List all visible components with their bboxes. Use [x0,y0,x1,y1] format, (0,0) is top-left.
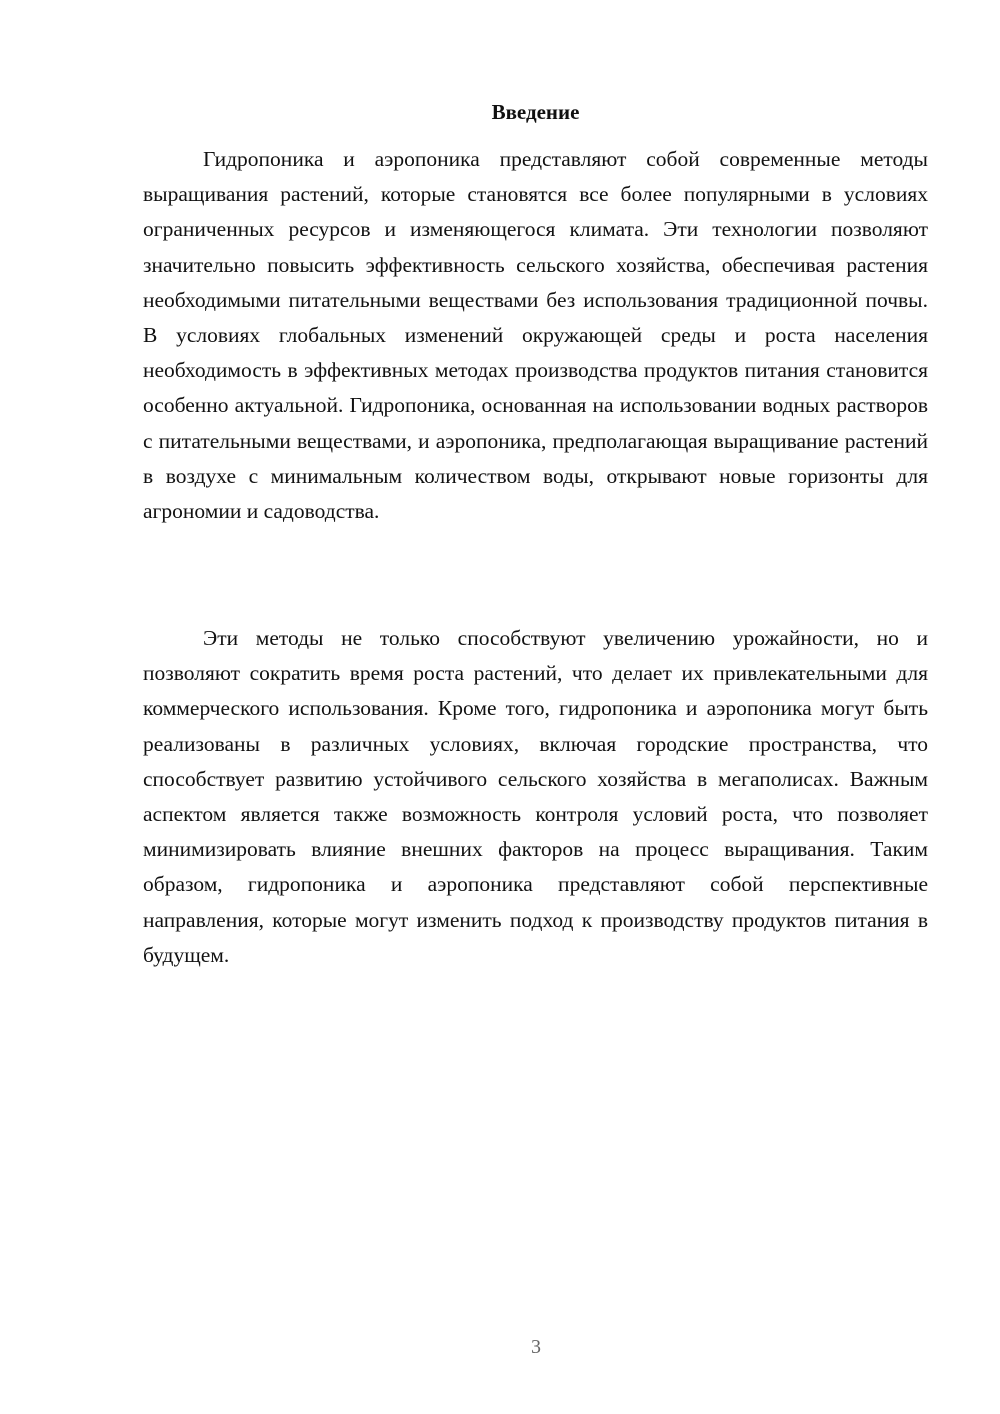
section-heading: Введение [491,100,580,124]
page-number: 3 [531,1336,541,1358]
paragraph-1: Гидропоника и аэропоника представляют собой современные методы выращивания растений, которые становятся все более популярными в условиях ограниченных ресурсов и изменяющегося климата. Эти технологии позволяют значительно повысить эффективность сельского хозяйства, обеспечивая растения необходимыми питательными веществами без использования традиционной почвы. В условиях глобальных изменений окружающей среды и роста населения необходимость в эффективных методах производства продуктов питания становится особенно актуальной. Гидропоника, основанная на использовании водных растворов с питательными веществами, и аэропоника, предполагающая выращивание растений в воздухе с минимальным количеством воды, открывают новые горизонты для агрономии и садоводства. [143,147,928,524]
paragraph-2: Эти методы не только способствуют увеличению урожайности, но и позволяют сократить время роста растений, что делает их привлекательными для коммерческого использования. Кроме того, гидропоника и аэропоника могут быть реализованы в различных условиях, включая городские пространства, что способствует развитию устойчивого сельского хозяйства в мегаполисах. Важным аспектом является также возможность контроля условий роста, что позволяет минимизировать влияние внешних факторов на процесс выращивания. Таким образом, гидропоника и аэропоника представляют собой перспективные направления, которые могут изменить подход к производству продуктов питания в будущем. [143,626,928,967]
